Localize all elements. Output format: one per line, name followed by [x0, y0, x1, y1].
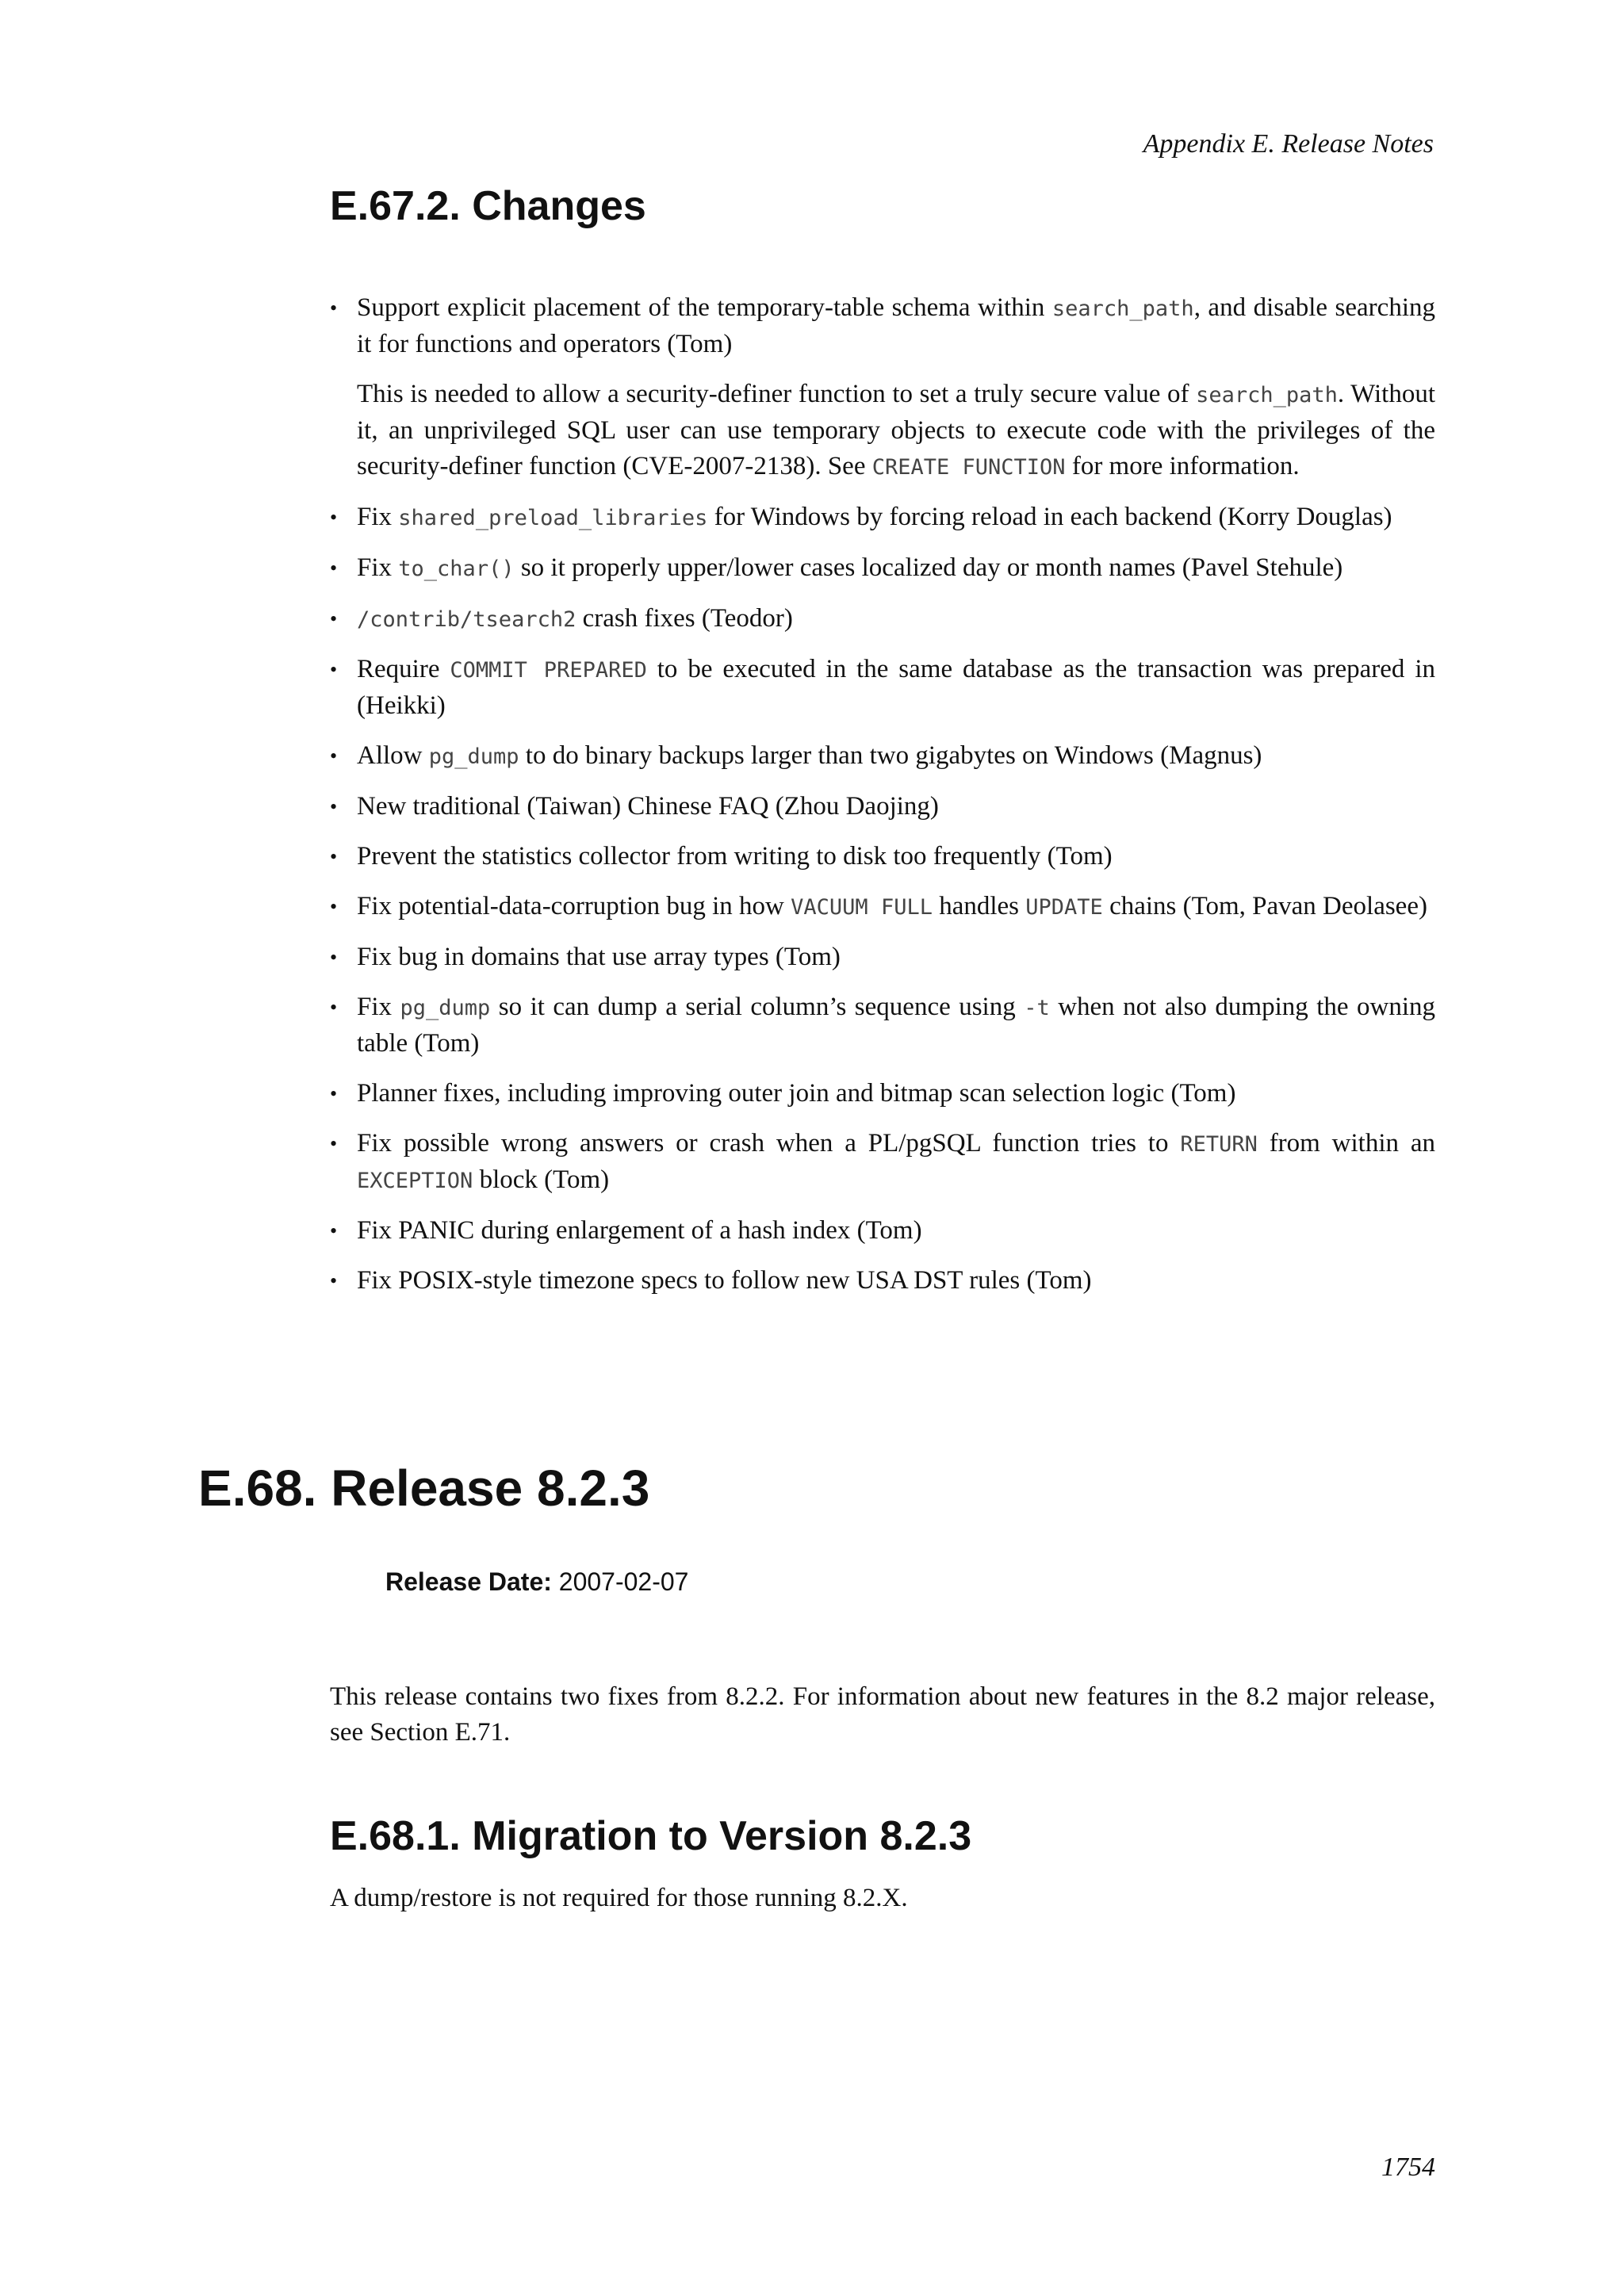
running-header: Appendix E. Release Notes: [1143, 129, 1434, 159]
change-item-text: [357, 789, 1435, 825]
change-item: [330, 1263, 1435, 1299]
change-item-text: [357, 1213, 1435, 1249]
text-run: when not also dumping the owning table (Tom): [357, 993, 1435, 1058]
change-item-text: [357, 550, 1435, 587]
change-item-text: [357, 499, 1435, 536]
change-item-text: [357, 839, 1435, 874]
change-item: [330, 989, 1435, 1062]
text-run: Support explicit placement of the temporary-table schema within: [357, 293, 1052, 322]
text-run: handles: [932, 892, 1026, 920]
migration-paragraph: A dump/restore is not required for those running 8.2.X.: [330, 1884, 908, 1912]
change-item: [330, 290, 1435, 485]
change-item: [330, 1076, 1435, 1112]
change-item: [330, 1126, 1435, 1199]
text-run: for more information.: [1065, 452, 1300, 480]
code-literal: EXCEPTION: [357, 1169, 473, 1193]
change-item-text: [357, 1263, 1435, 1299]
code-literal: COMMIT PREPARED: [450, 658, 647, 683]
change-item-text: [357, 738, 1435, 775]
change-item-detail: [357, 377, 1435, 485]
text-run: from within an: [1257, 1129, 1435, 1158]
change-item-text: [357, 889, 1435, 925]
change-item-text: [357, 652, 1435, 724]
text-run: Fix possible wrong answers or crash when a PL/pgSQL function tries to: [357, 1129, 1181, 1158]
code-literal: RETURN: [1180, 1132, 1258, 1157]
code-literal: -t: [1024, 996, 1050, 1020]
change-item-text: [357, 989, 1435, 1062]
change-item-text: [357, 939, 1435, 975]
changes-list: [330, 290, 1435, 1313]
text-run: Fix: [357, 993, 400, 1021]
page-number: 1754: [1381, 2152, 1435, 2182]
text-run: to be executed in the same database as the transaction was prepared in (Heikki): [357, 655, 1435, 720]
change-item: [330, 1213, 1435, 1249]
text-run: chains (Tom, Pavan Deolasee): [1102, 892, 1427, 920]
section-title-migration: E.68.1. Migration to Version 8.2.3: [330, 1813, 972, 1859]
section-title-changes: E.67.2. Changes: [330, 183, 646, 229]
code-literal: shared_preload_libraries: [398, 506, 708, 530]
change-item: [330, 839, 1435, 874]
text-run: , and disable searching it for functions and operators (Tom): [357, 293, 1435, 358]
code-literal: search_path: [1196, 383, 1338, 408]
change-item-text: [357, 1126, 1435, 1199]
text-run: Fix: [357, 553, 399, 582]
change-item-text: [357, 601, 1435, 637]
text-run: Fix bug in domains that use array types (Tom): [357, 943, 841, 971]
code-literal: pg_dump: [400, 996, 491, 1020]
text-run: Fix: [357, 503, 399, 531]
text-run: New traditional (Taiwan) Chinese FAQ (Zhou Daojing): [357, 792, 939, 821]
text-run: crash fixes (Teodor): [576, 604, 793, 633]
change-item: [330, 889, 1435, 925]
change-item: [330, 652, 1435, 724]
code-literal: /contrib/tsearch2: [357, 607, 576, 632]
release-date: [385, 1565, 688, 1598]
change-item: [330, 601, 1435, 637]
change-item-text: [357, 290, 1435, 362]
code-literal: search_path: [1051, 297, 1194, 321]
release-date-label: Release Date:: [385, 1567, 552, 1596]
change-item: [330, 939, 1435, 975]
code-literal: pg_dump: [428, 744, 519, 769]
code-literal: VACUUM FULL: [791, 895, 933, 920]
code-literal: UPDATE: [1025, 895, 1103, 920]
text-run: block (Tom): [473, 1165, 610, 1194]
change-item: [330, 738, 1435, 775]
text-run: Require: [357, 655, 450, 683]
release-intro-paragraph: This release contains two fixes from 8.2.2. For information about new features in the 8.2 major release, see Section E.71.: [330, 1682, 1435, 1747]
code-literal: to_char(): [398, 557, 515, 581]
section-title-release: E.68. Release 8.2.3: [198, 1460, 650, 1517]
text-run: Fix PANIC during enlargement of a hash index (Tom): [357, 1216, 922, 1245]
text-run: Fix potential-data-corruption bug in how: [357, 892, 791, 920]
release-date-value: 2007-02-07: [558, 1567, 689, 1596]
text-run: Prevent the statistics collector from writing to disk too frequently (Tom): [357, 842, 1113, 871]
text-run: so it can dump a serial column’s sequence using: [490, 993, 1025, 1021]
text-run: Allow: [357, 741, 429, 770]
text-run: . Without it, an unprivileged SQL user can use temporary objects to execute code with the privileges of the security-definer function (CVE-2007-2138). See: [357, 380, 1435, 480]
change-item: [330, 550, 1435, 587]
text-run: so it properly upper/lower cases localized day or month names (Pavel Stehule): [514, 553, 1343, 582]
text-run: Planner fixes, including improving outer join and bitmap scan selection logic (Tom): [357, 1079, 1236, 1108]
text-run: Fix POSIX-style timezone specs to follow new USA DST rules (Tom): [357, 1266, 1092, 1295]
text-run: for Windows by forcing reload in each backend (Korry Douglas): [707, 503, 1392, 531]
change-item: [330, 499, 1435, 536]
change-item: [330, 789, 1435, 825]
text-run: This is needed to allow a security-definer function to set a truly secure value of: [357, 380, 1197, 408]
change-item-text: [357, 1076, 1435, 1112]
text-run: to do binary backups larger than two gigabytes on Windows (Magnus): [519, 741, 1262, 770]
code-literal: CREATE FUNCTION: [871, 455, 1066, 480]
